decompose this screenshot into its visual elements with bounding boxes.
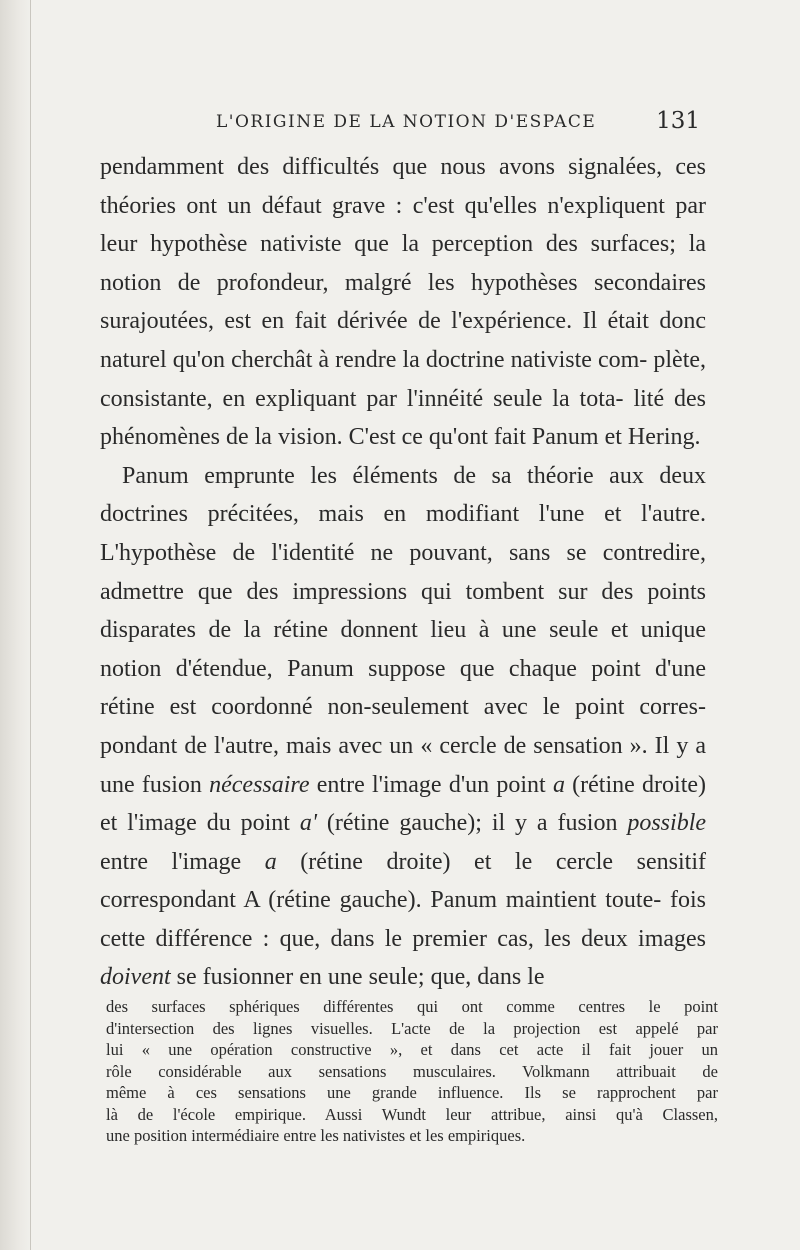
text-line: entre l'image	[100, 848, 265, 875]
text-line: (rétine gauche); il y a fusion	[316, 810, 618, 837]
running-title: L'ORIGINE DE LA NOTION D'ESPACE	[216, 112, 597, 132]
footnote-line: des surfaces sphériques différentes qui ont comme centres le point	[106, 997, 718, 1016]
footnote-line: rôle considérable aux sensations musculaires. Volkmann attribuait de	[106, 1061, 718, 1081]
text-line: correspondant A (rétine gauche). Panum maintient toute-	[100, 887, 662, 914]
text-line: plète, consistante, en expliquant par l'innéité seule la tota-	[100, 346, 707, 412]
footnote-line: d'intersection des lignes visuelles. L'acte de la projection est appelé par	[106, 1018, 718, 1038]
italic-word: nécessaire	[209, 771, 310, 798]
footnote-line: là de l'école empirique. Aussi Wundt leur attribue, ainsi qu'à Classen,	[106, 1104, 718, 1124]
text-line: pendamment des difficultés que nous avons signalées, ces	[100, 154, 706, 180]
text-line: naturel qu'on cherchât à rendre la doctrine nativiste com-	[100, 346, 648, 373]
footnote-line: lui « une opération constructive », et dans cet acte il fait jouer un	[106, 1040, 718, 1059]
text-line: pondant de l'autre, mais avec un « cercle de sensation ». Il	[100, 732, 670, 759]
variable: a'	[299, 810, 317, 837]
text-line: Panum emprunte les éléments de sa théorie aux deux	[122, 462, 706, 489]
text-line: par leur hypothèse nativiste que la perception des surfaces;	[100, 192, 706, 258]
variable: a	[552, 771, 565, 798]
text-line: (rétine	[564, 771, 635, 798]
text-line: y a une fusion	[100, 732, 707, 798]
text-line: fois cette différence : que, dans le premier cas, les deux	[100, 887, 707, 952]
text-line: images	[638, 925, 707, 952]
text-line: et Hering.	[604, 424, 701, 451]
text-line: théories ont un défaut grave : c'est qu'elles n'expliquent	[100, 192, 665, 219]
paragraph-1	[100, 148, 706, 457]
text-line: lité des phénomènes de la vision. C'est ce qu'ont fait Panum	[100, 385, 707, 451]
book-gutter-edge	[0, 0, 32, 1250]
footnote-line: même à ces sensations une grande influence. Ils se rapprochent par	[106, 1083, 718, 1102]
italic-word: doivent	[100, 964, 171, 991]
text-line: entre l'image d'un point	[309, 771, 553, 798]
variable: a	[264, 848, 277, 875]
text-line: se fusionner en une seule; que, dans le	[170, 964, 545, 991]
text-line: admettre que des impressions qui tombent sur des points	[100, 578, 706, 605]
text-line: doctrines précitées, mais en modifiant l'une et l'autre.	[100, 501, 706, 528]
text-line: droite) et l'image du point	[100, 771, 707, 837]
text-line: notion d'étendue, Panum suppose que chaque point d'une	[100, 655, 706, 682]
page-header	[96, 108, 706, 138]
text-line: surajoutées, est en fait dérivée de l'expérience. Il était donc	[100, 308, 706, 335]
footnote-line: une position intermédiaire entre les nativistes et les empiriques.	[106, 1126, 526, 1145]
text-line: rétine est coordonné non-seulement avec le point corres-	[100, 694, 706, 721]
text-line: la notion de profondeur, malgré les hypothèses secondaires	[100, 231, 707, 296]
text-line: disparates de la rétine donnent lieu à une seule et unique	[100, 617, 706, 644]
text-line: (rétine droite) et le cercle sensitif	[276, 848, 706, 875]
italic-word: possible	[627, 810, 707, 837]
footnote	[106, 996, 718, 1147]
page-number: 131	[656, 108, 700, 134]
paragraph-2	[100, 457, 706, 997]
text-line: L'hypothèse de l'identité ne pouvant, sans se contredire,	[100, 539, 706, 566]
main-text	[100, 148, 706, 997]
